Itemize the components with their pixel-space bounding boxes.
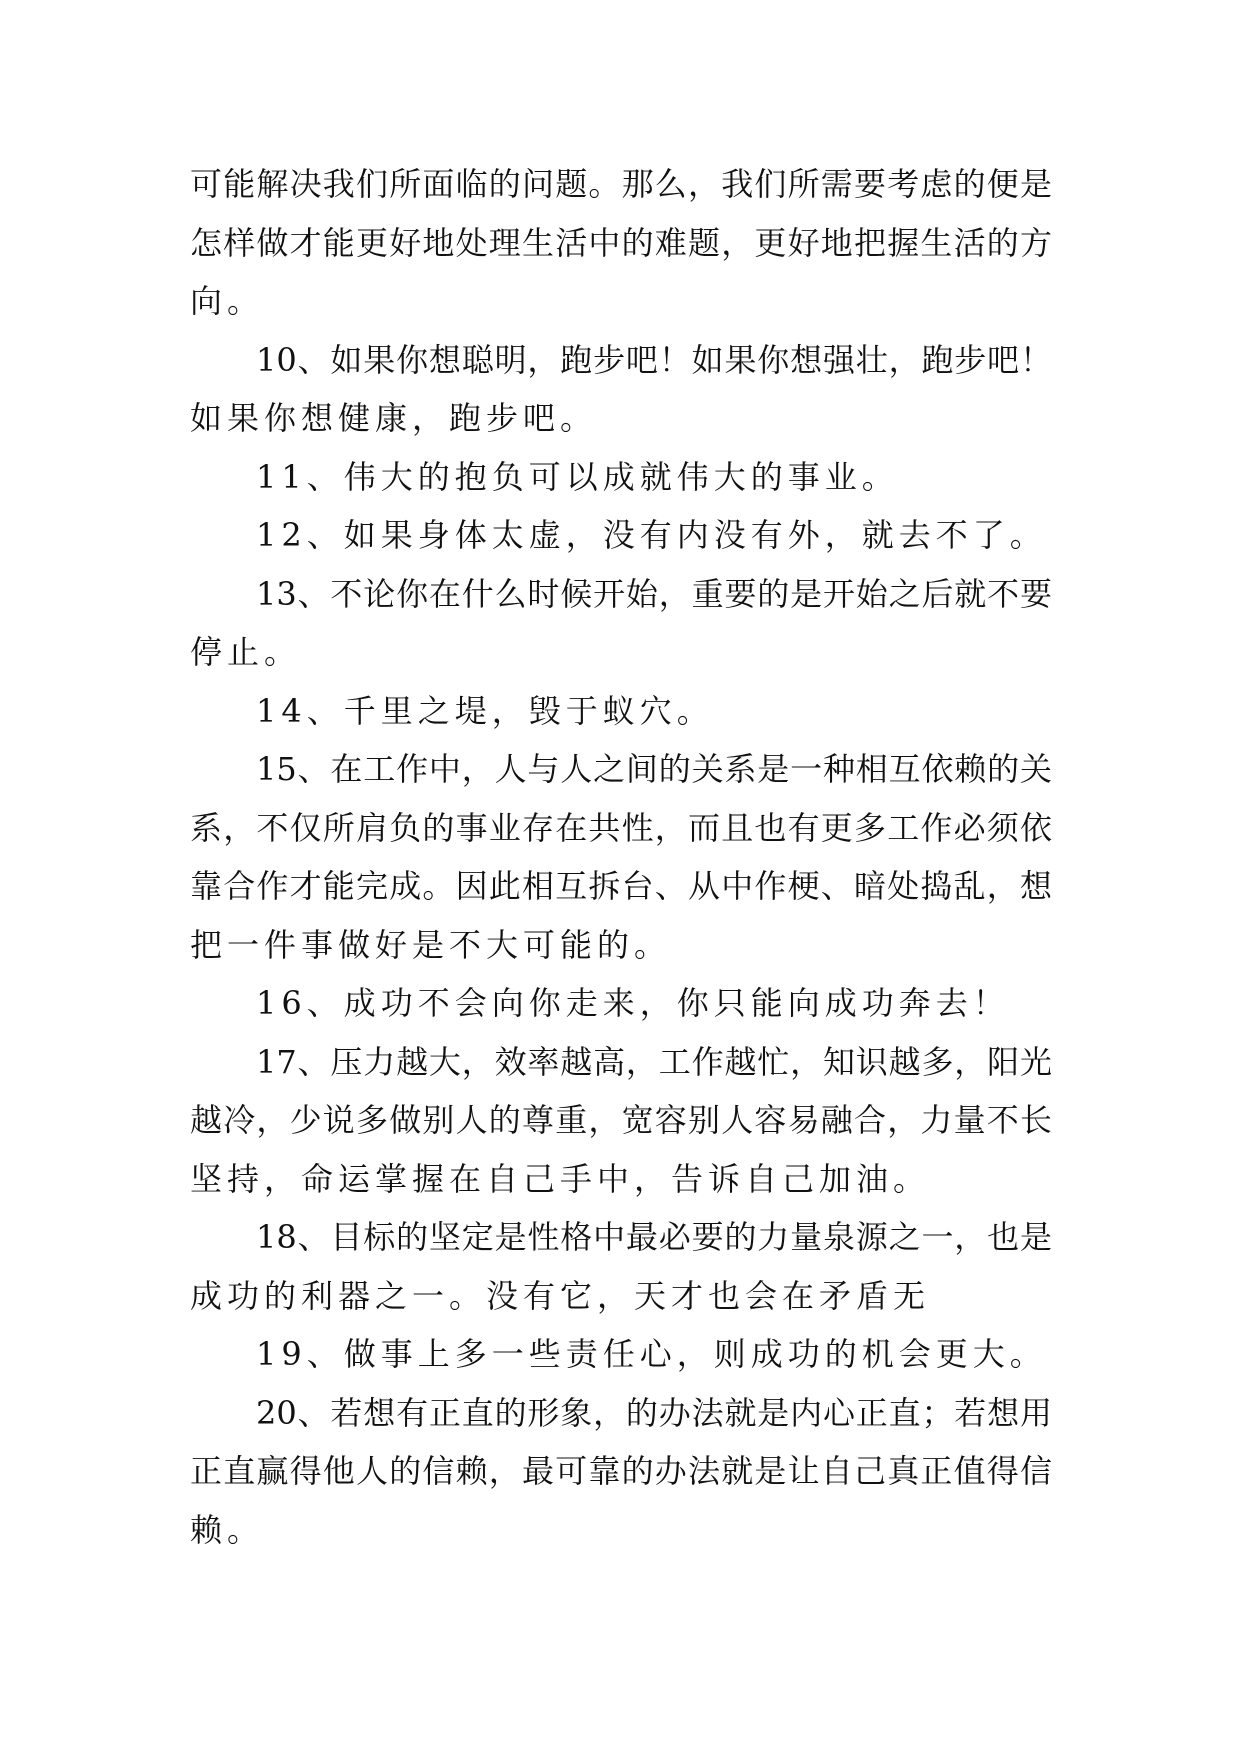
paragraph	[190, 740, 1052, 974]
text-line: 12、如果身体太虚，没有内没有外，就去不了。	[256, 516, 1047, 554]
paragraph	[190, 565, 1052, 682]
paragraph	[190, 1384, 1052, 1560]
text-line: 可能解决我们所面临的问题。那么，我们所需要考虑的便是	[190, 165, 1052, 203]
text-line: 把一件事做好是不大可能的。	[190, 925, 672, 964]
paragraph	[190, 331, 1052, 448]
document-body	[190, 155, 1052, 1559]
text-line: 正直赢得他人的信赖，最可靠的办法就是让自己真正值得信	[190, 1452, 1052, 1490]
text-line: 赖。	[190, 1510, 265, 1549]
text-line: 系，不仅所肩负的事业存在共性，而且也有更多工作必须依	[190, 808, 1052, 847]
text-line: 18、目标的坚定是性格中最必要的力量泉源之一，也是	[256, 1218, 1052, 1256]
paragraph	[190, 1033, 1052, 1209]
paragraph	[190, 155, 1052, 331]
paragraph	[190, 506, 1052, 565]
text-line: 如果你想健康，跑步吧。	[190, 399, 598, 437]
text-line: 坚持，命运掌握在自己手中，告诉自己加油。	[190, 1159, 931, 1198]
text-line: 17、压力越大，效率越高，工作越忙，知识越多，阳光	[256, 1042, 1052, 1081]
paragraph	[190, 448, 1052, 507]
text-line: 11、伟大的抱负可以成就伟大的事业。	[256, 457, 899, 496]
text-line: 向。	[190, 282, 265, 320]
text-line: 停止。	[190, 633, 302, 671]
text-line: 成功的利器之一。没有它，天才也会在矛盾无	[190, 1276, 931, 1315]
text-line: 越冷，少说多做别人的尊重，宽容别人容易融合，力量不长	[190, 1101, 1052, 1139]
text-line: 怎样做才能更好地处理生活中的难题，更好地把握生活的方	[190, 223, 1052, 262]
paragraph	[190, 682, 1052, 741]
paragraph	[190, 974, 1052, 1033]
text-line: 20、若想有正直的形象，的办法就是内心正直；若想用	[256, 1393, 1052, 1432]
text-line: 靠合作才能完成。因此相互拆台、从中作梗、暗处捣乱，想	[190, 867, 1052, 905]
text-line: 14、千里之堤，毁于蚁穴。	[256, 691, 714, 730]
text-line: 13、不论你在什么时候开始，重要的是开始之后就不要	[256, 574, 1052, 613]
paragraph	[190, 1208, 1052, 1325]
text-line: 16、成功不会向你走来，你只能向成功奔去！	[256, 984, 1010, 1022]
text-line: 19、做事上多一些责任心，则成功的机会更大。	[256, 1335, 1047, 1373]
paragraph	[190, 1325, 1052, 1384]
text-line: 15、在工作中，人与人之间的关系是一种相互依赖的关	[256, 750, 1052, 788]
text-line: 10、如果你想聪明，跑步吧！如果你想强壮，跑步吧！	[256, 340, 1052, 379]
